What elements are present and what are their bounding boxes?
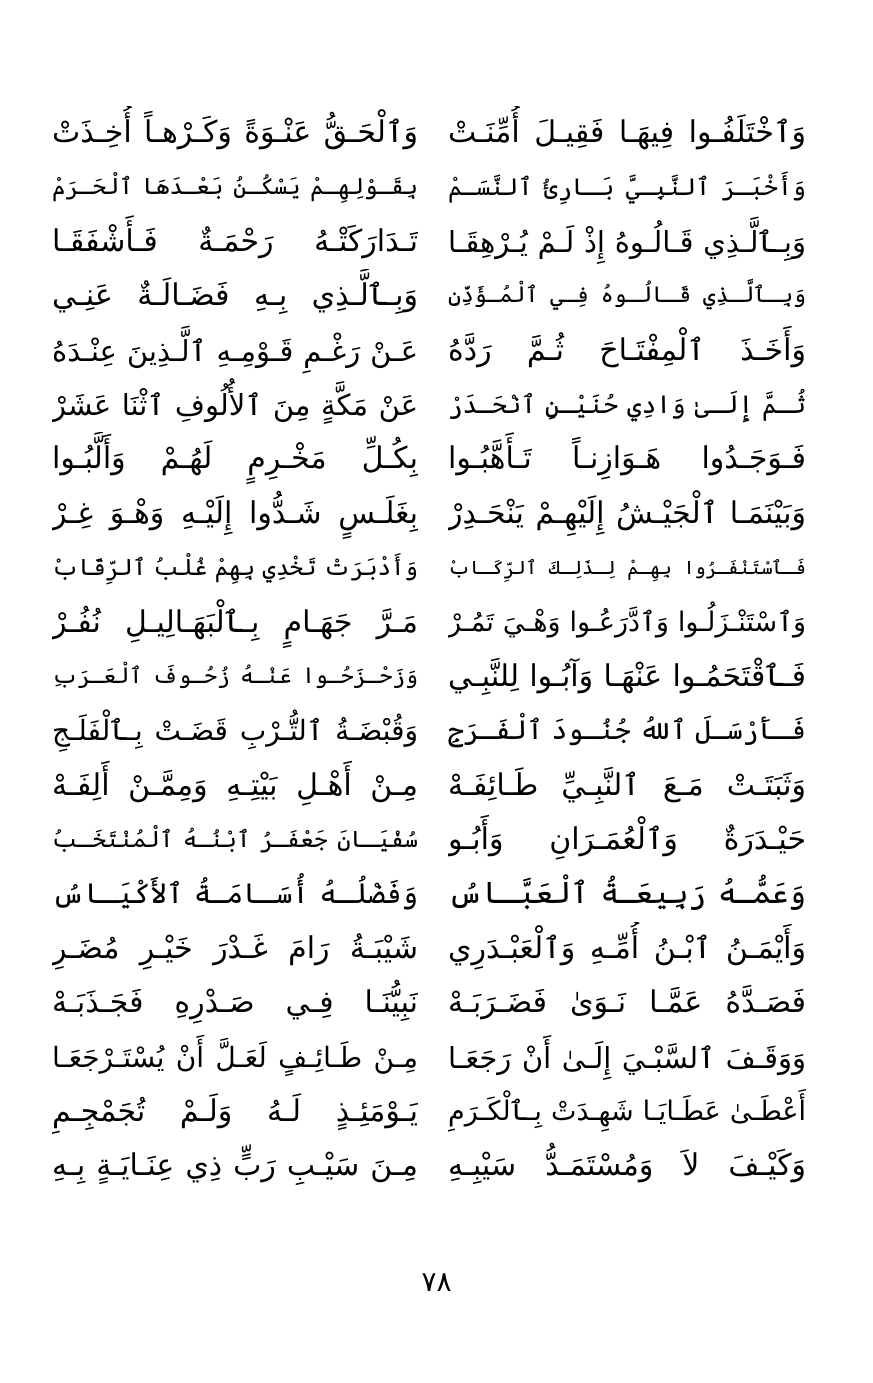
hemistich-first: وَكَيْـفَ لاَ وَمُسْتَمَـدُّ سَيْبِـهِ: [448, 1148, 806, 1184]
hemistich-first: وَأَخَـذَ ٱلْمِفْتَـاحَ ثُـمَّ رَدَّهُ: [448, 332, 806, 368]
hemistich-second: سُفْيَـانَ جَعْفَـرُ ٱبْنُـهُ ٱلْمُنْتَخَـبُ: [52, 827, 418, 854]
hemistich-first: وَوَقَـفَ ٱلسَّبْـيَ إِلَـىٰ أَنْ رَجَعَـا: [448, 1040, 806, 1075]
hemistich-first: حَيْـدَرَةٌ وَٱلْعُمَـرَانِ وَأَبُـو: [448, 822, 806, 858]
hemistich-second: يَـوْمَئِـذٍ لَـهُ وَلَـمْ تُجَمْجِـمِ: [52, 1094, 418, 1130]
hemistich-first: فَـٱسْتَنْفَـرُوا بِهِـمْ لِـذَلِـكَ ٱلرِّكَـابْ: [448, 557, 806, 580]
verse-line: [0, 432, 873, 486]
hemistich-first: فَصَـدَّهُ عَمَّـا نَـوَىٰ فَضَـرَبَـهْ: [448, 985, 806, 1021]
verse-line: [0, 704, 873, 758]
verse-line: [0, 650, 873, 704]
hemistich-first: وَٱسْتَنْـزَلُـوا وَٱدَّرَعُـوا وَهْـيَ تَمُـرْ: [448, 606, 806, 638]
page-number: ٧٨: [421, 1265, 452, 1298]
hemistich-first: وَأَيْمَـنُ ٱبْـنُ أُمِّـهِ وَٱلْعَبْـدَرِي: [448, 930, 806, 966]
hemistich-first: فَـٱقْتَحَمُـوا عَنْهَـا وَآبُـوا لِلنَّبِـي: [448, 658, 806, 694]
hemistich-second: مَـرَّ جَهَـامٍ بِـٱلْبَهَـالِيـلِ نُفُـرْ: [52, 604, 418, 640]
hemistich-second: وَزَحْـزَحُـوا عَنْـهُ زُحُـوفَ ٱلْعَـرَبِ: [52, 663, 418, 689]
verse-line: [0, 759, 873, 813]
hemistich-first: وَبِـٱلَّـذِي قَـالُـوهُ إِذْ لَـمْ يُـرْهِقَـا: [448, 224, 806, 259]
verse-line: [0, 976, 873, 1030]
hemistich-second: بِكُـلِّ مَخْـرِمٍ لَهُـمْ وَأَلَّبُـوا: [52, 441, 418, 477]
hemistich-second: وَٱلْحَـقُّ عَنْـوَةً وَكَـرْهـاً أُخِـذَتْ: [52, 115, 418, 150]
verse-line: [0, 378, 873, 432]
hemistich-second: تَـدَارَكَتْـهُ رَحْمَـةٌ فَـأَشْفَقَـا: [52, 223, 418, 259]
hemistich-second: عَنْ مَكَّةٍ مِنَ ٱلأُلُوفِ ٱثْنَا عَشَرْ: [52, 387, 418, 422]
hemistich-second: عَـنْ رَغْـمِ قَـوْمِـهِ ٱلَّـذِينَ عِنْـدَهُ: [52, 333, 418, 368]
verse-line: [0, 1139, 873, 1193]
verse-line: [0, 1085, 873, 1139]
verse-line: [0, 1031, 873, 1085]
hemistich-second: بِقَـوْلِهِـمْ يَسْكُـنُ بَعْـدَهَا ٱلْحَـرَمْ: [52, 174, 418, 201]
verse-line: [0, 813, 873, 867]
verse-line: [0, 215, 873, 269]
hemistich-first: فَـوَجَـدُوا هَـوَازِنـاً تَـأَهَّبُـوا: [448, 441, 806, 477]
hemistich-second: شَيْبَـةُ رَامَ غَـدْرَ خَيْـرِ مُضَـرِ: [52, 930, 418, 966]
verse-line: [0, 922, 873, 976]
verse-line: [0, 324, 873, 378]
hemistich-first: أَعْطَـىٰ عَطَـايَـا شَهِـدَتْ بِـٱلْكَـرَمِ: [448, 1096, 806, 1128]
hemistich-second: نَبِيُّنَـا فِـي صَـدْرِهِ فَجَـذَبَـهْ: [52, 985, 418, 1021]
hemistich-first: وَبَيْنَمَـا ٱلْجَيْـشُ إِلَيْهِـمْ يَنْحَـدِرْ: [448, 495, 806, 531]
verse-line: [0, 160, 873, 214]
hemistich-first: وَثَبَتَـتْ مَـعَ ٱلنَّبِـيِّ طَـائِفَـهْ: [448, 767, 806, 803]
hemistich-second: وَأَدْبَرَتْ تَخْدِي بِهِمْ غُلْبُ ٱلرِّقَابْ: [52, 555, 418, 582]
verse-line: [0, 269, 873, 323]
verse-line: [0, 541, 873, 595]
hemistich-second: وَبِـٱلَّـذِي بِـهِ فَضَـالَـةٌ عَنِـي: [52, 278, 418, 314]
verse-line: [0, 867, 873, 921]
hemistich-first: وَعَمُّـهُ رَبِيعَـةُ ٱلْعَبَّـاسُ: [448, 876, 806, 912]
hemistich-first: وَٱخْتَلَفُـوا فِيهَـا فَقِيـلَ أُمِّنَـتْ: [448, 115, 806, 150]
verse-line: [0, 487, 873, 541]
hemistich-first: فَـأَرْسَـلَ ٱللهُ جُنُـودَ ٱلْفَـرَجِ: [448, 715, 806, 747]
hemistich-second: مِـنْ أَهْـلِ بَيْتِـهِ وَمِمَّـنْ أَلِفَـهْ: [52, 767, 418, 803]
hemistich-second: وَفَضْلُـهُ أُسَـامَـةُ ٱلأَكْيَـاسُ: [52, 877, 418, 911]
verse-line: [0, 106, 873, 160]
hemistich-second: بِغَلَـسٍ شَـدُّوا إِلَيْـهِ وَهْـوَ غِـرْ: [52, 495, 418, 531]
hemistich-second: وَقُبْضَـةُ ٱلتُّـرْبِ قَضَـتْ بِـٱلْفَلَـجِ: [52, 714, 418, 748]
hemistich-first: وَأَخْبَـرَ ٱلنَّبِـيَّ بَـارِئُ ٱلنَّسَـمْ: [448, 173, 806, 202]
hemistich-second: مِـنْ طَـائِـفٍ لَعَـلَّ أَنْ يُسْتَـرْجَعَـا: [52, 1040, 418, 1074]
hemistich-first: وَبِـٱلَّـذِي قَـالُـوهُ فِـي ٱلْمُـؤَذِّنِ: [448, 283, 806, 309]
hemistich-first: ثُـمَّ إِلَـىٰ وَادِي حُنَيْـنٍ ٱنْحَـدَرْ: [448, 389, 806, 419]
poem-body: [0, 106, 873, 1194]
verse-line: [0, 596, 873, 650]
hemistich-second: مِـنَ سَيْـبِ رَبٍّ ذِي عِنَـايَـةٍ بِـهِ: [52, 1148, 418, 1184]
